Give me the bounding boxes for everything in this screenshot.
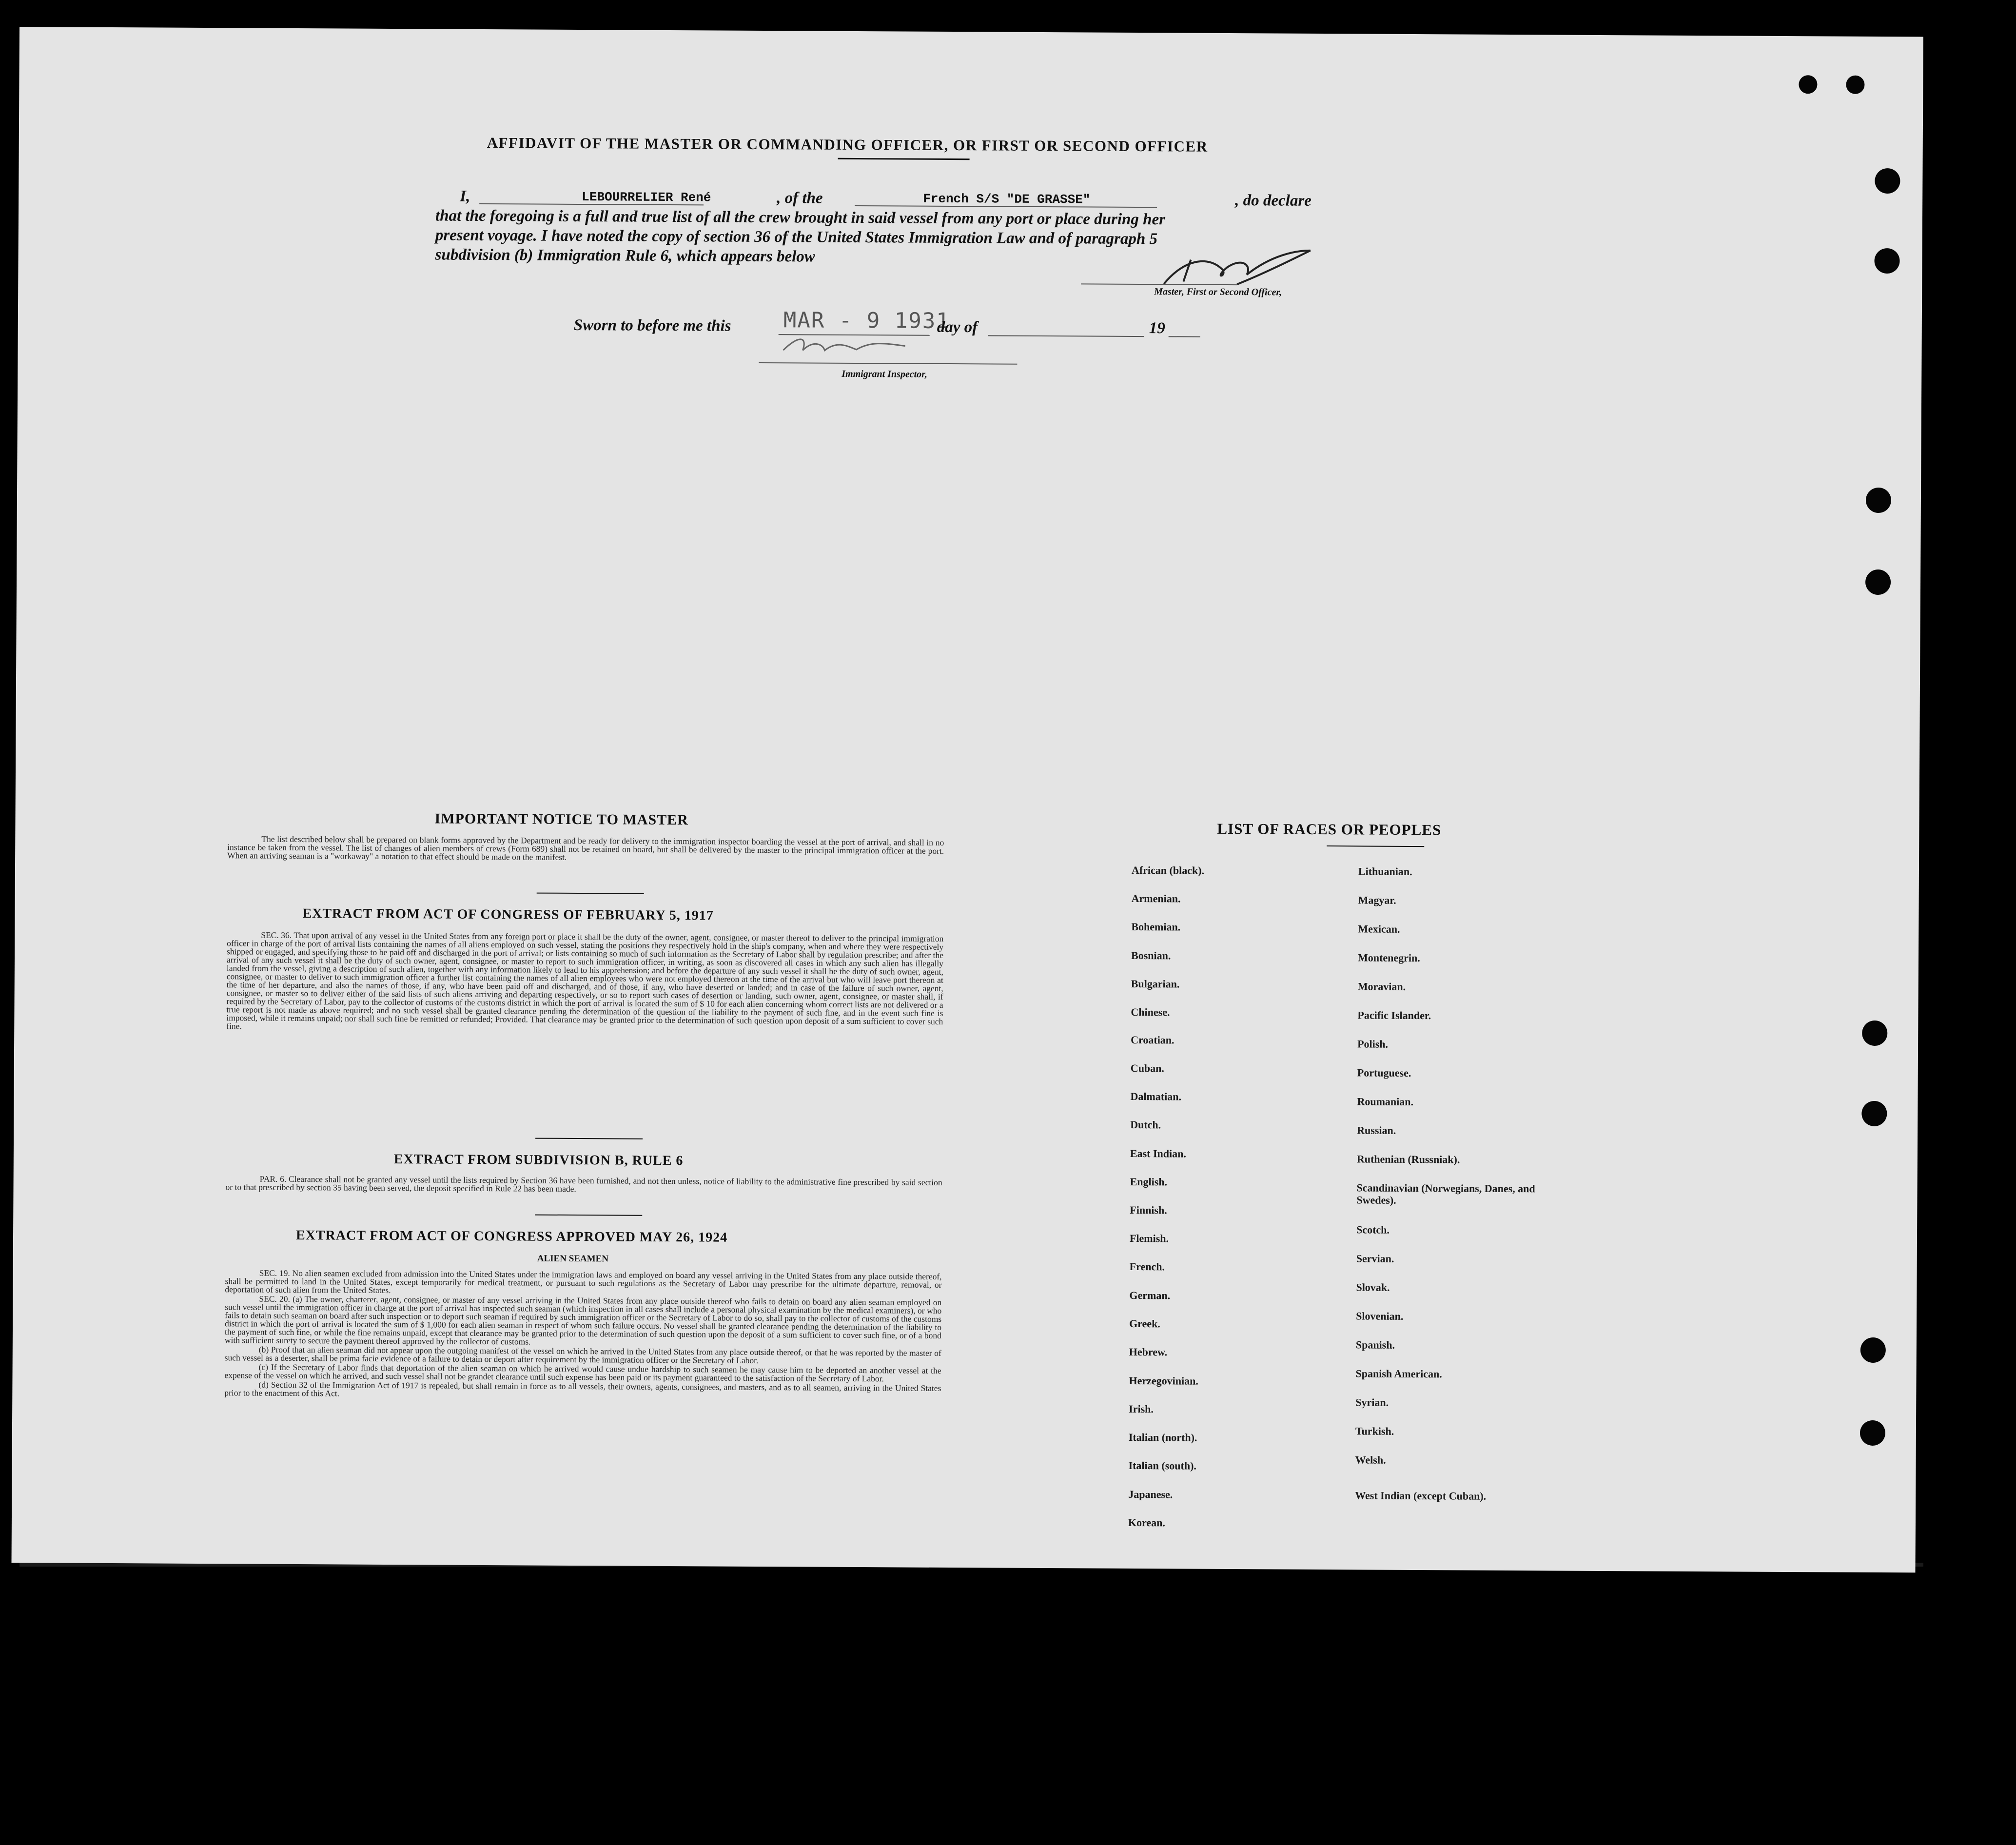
extract1-body	[226, 931, 943, 1035]
race-item: Flemish.	[1129, 1232, 1169, 1245]
extract3-paragraph-1: SEC. 19. No alien seamen excluded from admission into the United States under the immigration laws and employed on board any vessel arriving in the United States from any place outside thereof, shall be permitted to land in the United States, except temporarily for medical treatment, or pursuant to such regulations as the Secretary of Labor may prescribe for the ultimate departure, removal, or deportation of such alien from the United States.	[225, 1268, 942, 1295]
punch-hole-icon	[1874, 248, 1899, 274]
race-item: African (black).	[1131, 864, 1205, 877]
inspector-signature	[778, 331, 924, 366]
race-item: Slovak.	[1356, 1281, 1390, 1294]
form-sheet	[12, 27, 1923, 1572]
sworn-label: Sworn to before me this	[573, 316, 731, 335]
race-item: Spanish American.	[1355, 1367, 1442, 1380]
race-item: East Indian.	[1130, 1147, 1186, 1160]
race-item: Lithuanian.	[1358, 865, 1412, 878]
affidavit-title: AFFIDAVIT OF THE MASTER OR COMMANDING OFFICER, OR FIRST OR SECOND OFFICER	[487, 134, 1208, 155]
race-item: Bohemian.	[1131, 920, 1181, 933]
notice-divider	[537, 893, 644, 894]
race-item: West Indian (except Cuban).	[1355, 1489, 1487, 1502]
day-of-label: day of	[937, 318, 978, 336]
race-item: Greek.	[1129, 1317, 1160, 1330]
extract2-title: EXTRACT FROM SUBDIVISION B, RULE 6	[393, 1152, 684, 1169]
punch-hole-icon	[1861, 1101, 1887, 1126]
extract3-body	[224, 1269, 941, 1402]
inspector-caption: Immigrant Inspector,	[842, 368, 927, 380]
race-item: Portuguese.	[1357, 1066, 1411, 1079]
master-name: LEBOURRELIER René	[582, 190, 711, 205]
punch-hole-icon	[1862, 1021, 1887, 1046]
race-item: Chinese.	[1131, 1005, 1170, 1019]
race-item: Ruthenian (Russniak).	[1356, 1153, 1460, 1166]
race-item: Italian (south).	[1128, 1459, 1197, 1472]
extract1-paragraph: SEC. 36. That upon arrival of any vessel in the United States from any foreign port or place it shall be the duty of the owner, agent, consignee, or master thereof to deliver to the principal immigration officer in charge of the port of arrival lists containing the names of all aliens employed on such vessel, stating the positions they respectively hold in the ship's company, when and where they were respectively shipped or engaged, and specifying those to be paid off and discharged in the port of arrival; or lists containing so much of such information as the Secretary of Labor shall by regulation prescribe; and after the arrival of any such vessel it shall be the duty of such owner, agent, consignee, or master to report to such immigration officer, in writing, as soon as discovered all cases in which any such alien has illegally landed from the vessel, giving a description of such alien, together with any information likely to lead to his apprehension; and before the departure of any such vessel it shall be the duty of such owner, agent, consignee, or master to deliver to such immigration officer a further list containing the names of all alien employees who were not employed thereon at the time of the arrival but who will leave port thereon at the time of her departure, and also the names of those, if any, who have been paid off and discharged, and of those, if any, who have deserted or landed; and in case of the failure of such owner, agent, consignee, or master so to deliver either of the said lists of such aliens arriving and departing respectively, or so to report such cases of desertion or landing, such owner, agent, consignee, or master shall, if required by the Secretary of Labor, pay to the collector of customs of the customs district in which the port of arrival is located the sum of $ 10 for each alien concerning whom correct lists are not delivered or a true report is not made as above required; and no such vessel shall be granted clearance pending the determination of the question of the liability to the payment of such fine, and in the event such fine is imposed, while it remains unpaid; nor shall such fine be remitted or refunded; Provided. That clearance may be granted prior to the determination of such question upon deposit of a sum sufficient to cover such fine.	[226, 930, 944, 1031]
extract2-paragraph: PAR. 6. Clearance shall not be granted any vessel until the lists required by Section 36 have been furnished, and not then unless, notice of liability to the administrative fine prescribed by said section or to that prescribed by section 35 having been served, the deposit specified in Rule 22 has been made.	[225, 1174, 942, 1194]
race-item: Korean.	[1128, 1516, 1166, 1529]
affidavit-line-2: that the foregoing is a full and true list of all the crew brought in said vessel from any port or place during her	[435, 207, 1166, 229]
affidavit-line-3: present voyage. I have noted the copy of section 36 of the United States Immigration Law and of paragraph 5	[435, 226, 1158, 248]
punch-hole-icon	[1865, 569, 1891, 595]
race-item: Montenegrin.	[1357, 951, 1420, 964]
extract3-title: EXTRACT FROM ACT OF CONGRESS APPROVED MAY 26, 1924	[295, 1228, 728, 1245]
punch-hole-icon	[1866, 488, 1891, 513]
race-item: Mexican.	[1358, 922, 1400, 935]
races-title: LIST OF RACES OR PEOPLES	[1217, 820, 1442, 839]
notice-body	[227, 835, 944, 864]
race-item: Magyar.	[1358, 894, 1396, 906]
race-item: Spanish.	[1355, 1338, 1395, 1351]
punch-hole-icon	[1799, 75, 1817, 94]
race-item: Japanese.	[1128, 1488, 1173, 1501]
vessel-name: French S/S "DE GRASSE"	[923, 191, 1091, 207]
race-item: Bosnian.	[1131, 949, 1171, 962]
year-field-line	[1169, 336, 1200, 337]
race-item: Dutch.	[1130, 1118, 1161, 1131]
race-item: Bulgarian.	[1131, 977, 1180, 990]
race-item: Pacific Islander.	[1357, 1009, 1431, 1022]
extract3-paragraph-3: (b) Proof that an alien seaman did not appear upon the outgoing manifest of the vessel on which he arrived in the United States from any place outside thereof, or that he was reported by the master of such vessel as a deserter, shall be prima facie evidence of a failure to detain or deport after requirement by the immigration officer or the Secretary of Labor.	[224, 1344, 941, 1365]
race-item: Welsh.	[1355, 1453, 1386, 1466]
race-item: Armenian.	[1131, 892, 1181, 905]
extract1-divider	[535, 1138, 643, 1139]
i-label: I,	[460, 187, 470, 205]
race-item: Italian (north).	[1128, 1431, 1197, 1444]
year-label: 19	[1149, 319, 1165, 337]
notice-title: IMPORTANT NOTICE TO MASTER	[434, 810, 688, 828]
race-item: Cuban.	[1130, 1061, 1165, 1075]
race-item: Servian.	[1356, 1252, 1394, 1265]
of-the-label: , of the	[777, 189, 823, 207]
race-item: Moravian.	[1357, 980, 1406, 993]
extract2-body	[225, 1175, 942, 1196]
race-item: Polish.	[1357, 1038, 1389, 1050]
month-field-line	[988, 335, 1144, 337]
signature-caption: Master, First or Second Officer,	[1154, 286, 1282, 298]
race-item: English.	[1130, 1175, 1168, 1188]
race-item: Croatian.	[1131, 1033, 1174, 1046]
extract3-paragraph-5: (d) Section 32 of the Immigration Act of 1917 is repealed, but shall remain in force as to all vessels, their owners, agents, consignees, and masters, and as to all seamen, arriving in the United States prior to the enactment of this Act.	[224, 1379, 941, 1398]
race-item: Scandinavian (Norwegians, Danes, and Swedes).	[1356, 1181, 1535, 1206]
race-item: Scotch.	[1356, 1223, 1390, 1236]
punch-hole-icon	[1875, 168, 1900, 194]
race-item: German.	[1129, 1289, 1171, 1302]
race-item: Syrian.	[1355, 1396, 1389, 1409]
extract2-divider	[535, 1215, 642, 1216]
extract3-paragraph-4: (c) If the Secretary of Labor finds that deportation of the alien seaman on which he arrived would cause undue hardship to such seamen he may cause him to be deported an another vessel at the expense of the vessel on which he arrived, and such vessel shall not be grandet clearance until such expense has been paid or its payment guaranteed to the satisfaction of the Secretary of Labor.	[224, 1362, 941, 1384]
punch-hole-icon	[1860, 1420, 1885, 1446]
race-item: Roumanian.	[1357, 1095, 1414, 1108]
notice-paragraph: The list described below shall be prepared on blank forms approved by the Department and be ready for delivery to the immigration inspector boarding the vessel at the port of arrival, and shall in no instance be taken from the vessel. The list of changes of alien members of crews (Form 689) shall not be retained on board, but shall be delivered by the master to the principal immigration officer at the port. When an arriving seaman is a "workaway" a notation to that effect should be made on the manifest.	[227, 834, 944, 862]
date-stamp: MAR - 9 1931	[783, 308, 950, 334]
race-item: Russian.	[1357, 1124, 1396, 1137]
do-declare-label: , do declare	[1235, 192, 1311, 210]
race-item: Slovenian.	[1356, 1310, 1404, 1322]
race-item: French.	[1129, 1260, 1165, 1273]
race-item: Dalmatian.	[1130, 1090, 1182, 1103]
race-item: Finnish.	[1130, 1203, 1167, 1217]
punch-hole-icon	[1860, 1337, 1886, 1363]
title-underline	[838, 158, 970, 160]
race-item: Turkish.	[1355, 1425, 1394, 1437]
races-right-column	[20, 27, 1923, 37]
extract1-title: EXTRACT FROM ACT OF CONGRESS OF FEBRUARY 5, 1917	[302, 906, 714, 923]
races-title-underline	[1327, 845, 1424, 847]
race-item: Irish.	[1129, 1402, 1154, 1415]
punch-hole-icon	[1846, 76, 1864, 94]
extract3-paragraph-2: SEC. 20. (a) The owner, charterer, agent, consignee, or master of any vessel arriving in the United States from any place outside thereof who fails to detain on board any alien seaman employed on such vessel until the immigration officer in charge at the port of arrival has inspected such seaman (which inspection in all cases shall include a personal physical examination by the medical examiners), or who fails to detain such seaman on board after such inspection or to deport such seaman if required by such immigration officer or the Secretary of Labor to do so, shall pay to the collector of customs of the customs district in which the port of arrival is located the sum of $ 1,000 for each alien seaman in respect of whom such failure occurs. No vessel shall be granted clearance pending the determination of the liability to the payment of such fine, or while the fine remains unpaid, except that clearance may be granted prior to the determination of such question upon the deposit of a sum sufficient to cover such fine, or of a bond with sufficient surety to secure the payment thereof approved by the collector of customs.	[224, 1294, 942, 1347]
extract3-subtitle: ALIEN SEAMEN	[537, 1253, 609, 1264]
race-item: Herzegovinian.	[1129, 1374, 1198, 1387]
affidavit-line-4: subdivision (b) Immigration Rule 6, which appears below	[435, 246, 815, 266]
races-left-column	[20, 27, 1923, 37]
race-item: Hebrew.	[1129, 1345, 1168, 1358]
